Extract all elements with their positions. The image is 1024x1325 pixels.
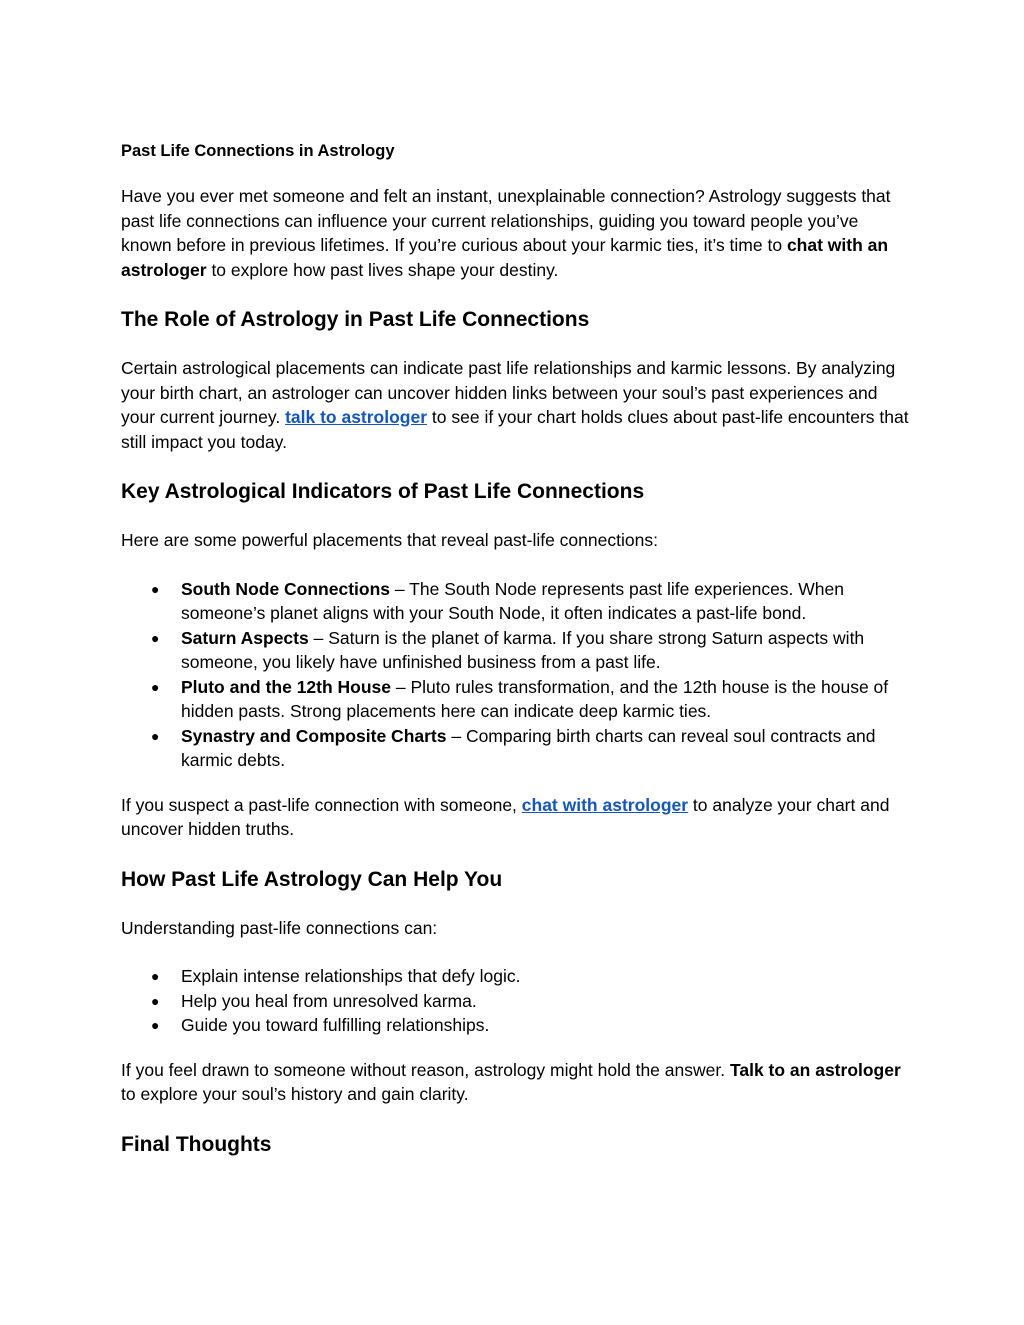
role-text-1: Certain astrological placements can indicate past life relationships and karmic lessons. By analyzing your birth chart, an astrologer can uncover hidden links between your soul’s past experiences and your current journey. (121, 358, 896, 427)
indicators-closing-paragraph (121, 793, 911, 842)
list-item-text: Help you heal from unresolved karma. (181, 990, 477, 1011)
list-item-bold: South Node Connections (181, 578, 391, 599)
list-item (121, 577, 911, 626)
help-intro: Understanding past-life connections can: (121, 917, 438, 938)
document-page (121, 140, 911, 1181)
section-heading-indicators: Key Astrological Indicators of Past Life Connections (121, 480, 645, 503)
list-item (121, 626, 911, 675)
list-item-text: – Pluto rules transformation, and the 12th house is the house of hidden pasts. Strong placements here can indicate deep karmic ties. (181, 676, 889, 721)
section-heading-role: The Role of Astrology in Past Life Connections (121, 308, 590, 331)
list-item-text: Explain intense relationships that defy logic. (181, 966, 521, 986)
intro-paragraph (121, 184, 911, 282)
list-item-text: Guide you toward fulfilling relationships. (181, 1015, 490, 1035)
help-closing-text-2: to explore your soul’s history and gain clarity. (121, 1084, 469, 1104)
role-paragraph (121, 356, 911, 454)
list-item-text: – Comparing birth charts can reveal soul contracts and karmic debts. (181, 725, 876, 770)
help-closing-paragraph (121, 1058, 911, 1107)
bullet-icon: ● (151, 1017, 160, 1033)
section-heading-help: How Past Life Astrology Can Help You (121, 867, 503, 891)
list-item (121, 989, 911, 1014)
list-item-bold: Pluto and the 12th House (181, 676, 392, 697)
list-item-bold: Saturn Aspects (181, 627, 309, 648)
indicators-list (121, 577, 911, 773)
help-closing-text-1: If you feel drawn to someone without reason, astrology might hold the answer. (121, 1059, 730, 1080)
bullet-icon: ● (151, 580, 160, 597)
bullet-icon: ● (151, 629, 160, 646)
closing-text-2: to analyze your chart and uncover hidden truths. (121, 794, 890, 839)
chat-with-astrologer-link[interactable]: chat with astrologer (521, 794, 689, 815)
bullet-icon: ● (151, 678, 160, 695)
list-item-bold: Synastry and Composite Charts (181, 725, 447, 746)
intro-text-2: to explore how past lives shape your destiny. (206, 259, 559, 280)
list-item (121, 724, 911, 773)
list-item (121, 964, 911, 989)
bullet-icon: ● (151, 992, 160, 1009)
intro-text-1: Have you ever met someone and felt an instant, unexplainable connection? Astrology suggests that past life connections can influence your current relationships, guiding you toward people you’ve known before in previous lifetimes. If you’re curious about your karmic ties, it’s time to (121, 186, 891, 255)
help-list (121, 964, 911, 1038)
closing-text-1: If you suspect a past-life connection with someone, (121, 794, 522, 815)
list-item-text: – The South Node represents past life experiences. When someone’s planet aligns with your South Node, it often indicates a past-life bond. (181, 578, 844, 623)
section-heading-final-thoughts: Final Thoughts (121, 1132, 272, 1156)
document-title: Past Life Connections in Astrology (121, 142, 395, 160)
role-text-2: to see if your chart holds clues about past-life encounters that still impact you today. (121, 407, 909, 452)
indicators-intro: Here are some powerful placements that reveal past-life connections: (121, 530, 658, 550)
bullet-icon: ● (151, 727, 160, 744)
bullet-icon: ● (151, 968, 160, 984)
list-item (121, 1013, 911, 1038)
intro-bold-phrase: chat with an astrologer (121, 235, 889, 280)
talk-to-astrologer-link[interactable]: talk to astrologer (285, 407, 428, 427)
list-item (121, 675, 911, 724)
list-item-text: – Saturn is the planet of karma. If you share strong Saturn aspects with someone, you likely have unfinished business from a past life. (181, 627, 865, 672)
help-closing-bold: Talk to an astrologer (729, 1059, 901, 1080)
